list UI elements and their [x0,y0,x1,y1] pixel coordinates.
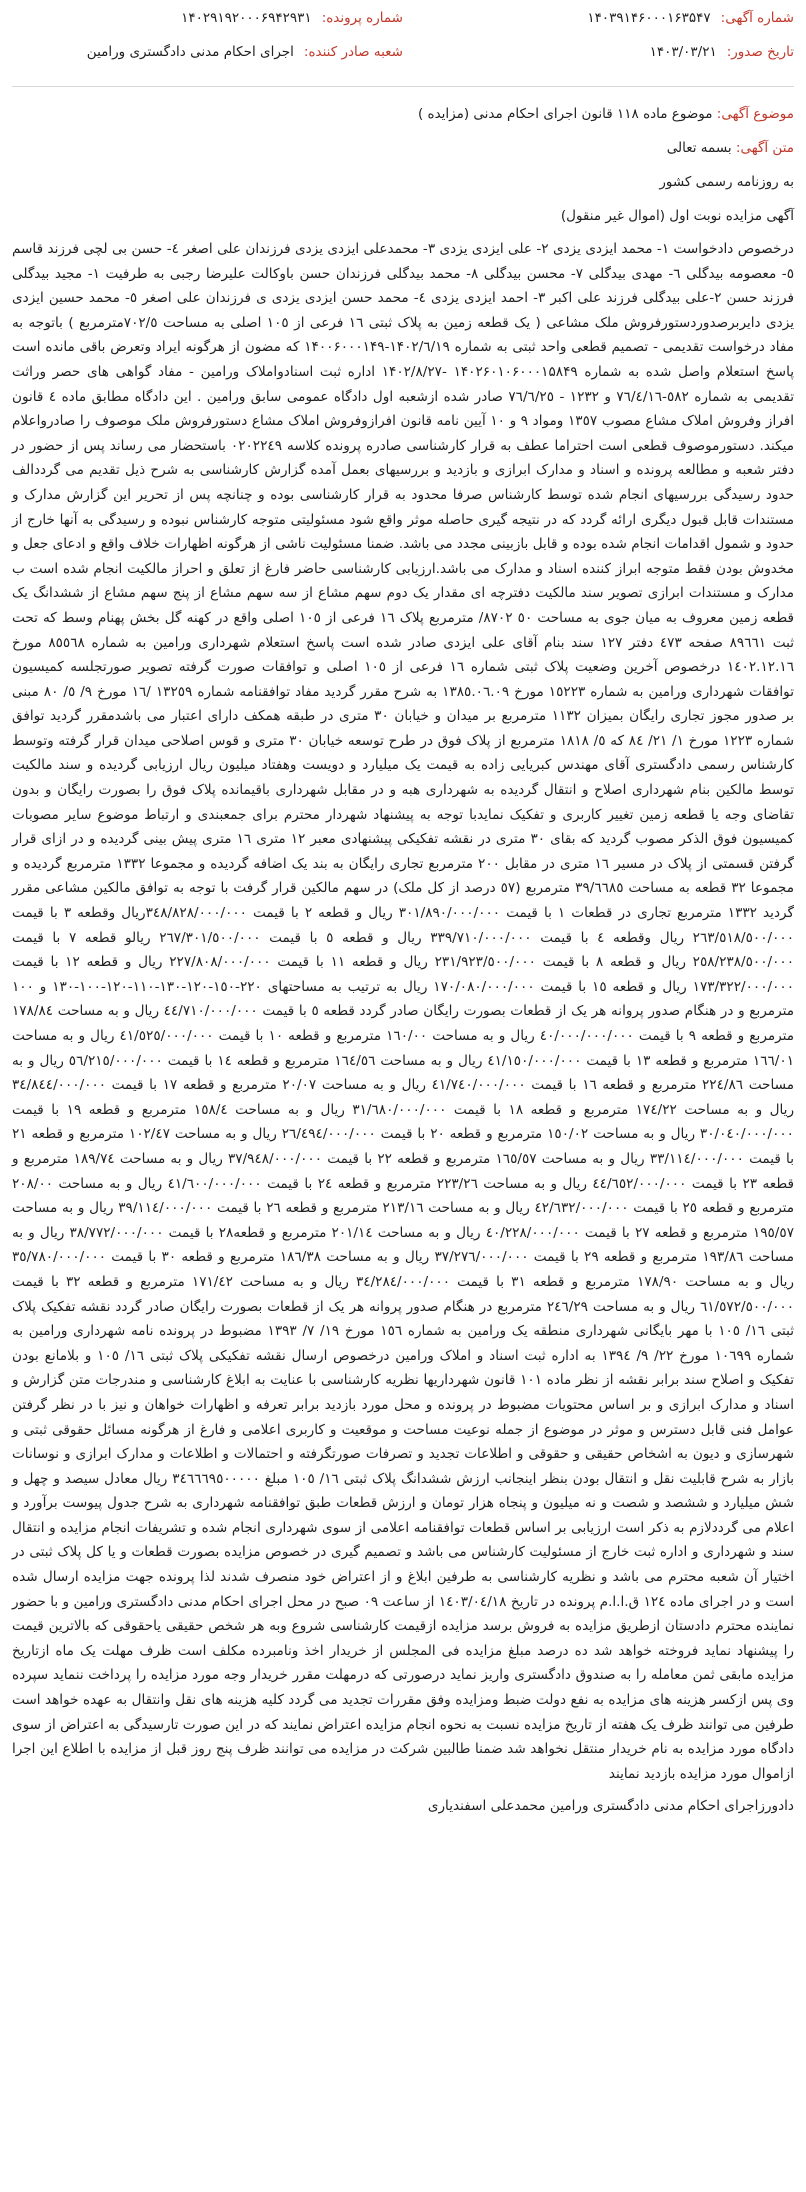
notice-number-label: شماره آگهی: [720,10,794,26]
notice-subject-value: موضوع ماده ۱۱۸ قانون اجرای احکام مدنی (مزایده ) [417,106,713,122]
issuing-branch [12,44,403,60]
notice-number [403,10,794,26]
notice-body-text [12,237,794,1819]
auction-title: آگهی مزایده نوبت اول (اموال غیر منقول) [560,208,794,224]
case-number-label: شماره پرونده: [321,10,403,26]
issue-date-value: ۱۴۰۳/۰۳/۲۱ [649,44,717,60]
paragraph-spacer [12,1786,794,1794]
case-number [12,10,403,26]
notice-paragraph: درخصوص دادخواست ۱- محمد ایزدی یزدی ۲- علی ایزدی یزدی ۳- محمدعلی ایزدی یزدی فرزندان علی اصغر ٤- حسن بی لچی فرزند قاسم ٥- معصومه بیدگلی ٦- مهدی بیدگلی ۷- محسن بیدگلی ۸- محمد بیدگلی فرزندان حسن باوکالت علیرضا رجبی به طرفیت ۱- مجید بیدگلی فرزند حسن ۲-علی بیدگلی فرزند علی اکبر ۳- احمد ایزدی یزدی ٤- محمد حسن ایزدی یزدی ی فرزندان علی اصغر ٥- محمد حسین ایزدی یزدی دایربرصدوردستورفروش ملک مشاعی ( یک قطعه زمین به پلاک ثبتی ۱٦ فرعی از ۱۰٥ اصلی به مساحت ۷۰۲/٥مترمربع ) باتوجه به مفاد درخواست تقدیمی - تصمیم قطعی واحد ثبتی به شماره ۱۴۰۲/٦/۱۹-۱۴۰۰۶۰۰۰۱۴۹ که مضون از هرگونه ایراد وتعرض باقی مانده است پاسخ استعلام واصل شده به شماره ۱۴۰۲۶۰۱۰۶۰۰۰۱۵۸۴۹ -۱۴۰۲/۸/۲۷ اداره ثبت اسنادواملاک ورامین - مفاد گواهی های حصر وراثت تقدیمی به شماره ٥٨٢-٧٦/٤/١٦ و ١٢٣٢ - ٧٦/٦/٢٥ صادر شده ازشعبه اول دادگاه عمومی سابق ورامین . این دادگاه مطابق ماده ٤ قانون افراز وفروش املاک مشاع مصوب ١٣٥٧ ومواد ٩ و ١٠ آیین نامه قانون افرازوفروش املاک مشاع دستورفروش ملک موصوف را صادرواعلام میکند. دستورموصوف قطعی است احتراما عطف به قرار کارشناسی صادره پرونده کلاسه ٠٢٠٢٢٤٩ باستحضار می رساند پس از حضور در دفتر شعبه و مطالعه پرونده و اسناد و مدارک ابرازی و بازدید و بررسیهای بعمل آمده گزارش کارشناسی به شرح ذیل تقدیم می گرددالف حدود رسیدگی بررسیهای انجام شده توسط کارشناس صرفا محدود به قرار کارشناسی بوده و چنانچه پس از تحریر این گزارش مدارک و مستندات قابل قبول دیگری ارائه گردد که در نتیجه گیری حاصله موثر واقع شود مسئولیتی متوجه کارشناس نبوده و رسیدگی به آنها خارج از حدود و شمول اقدامات انجام شده بوده و قابل بازبینی مجدد می باشد. ضمنا مسئولیت ناشی از هرگونه اظهارات خلاف واقع و ادعای جعل و مخدوش بودن فقط متوجه ابراز کننده اسناد و مدارک می باشد.ارزیابی کارشناسی حاضر فارغ از تعلق و احراز مالکیت انجام شده است ب مدارک و مستندات ابرازی تصویر سند مالکیت دفترچه ای مقدار یک دوم سهم مشاع از سه سهم مشاع از پنج سهم مشاع از ششدانگ یک قطعه زمین معروف به میان جوی به مساحت ٥٠ ٨٧٠٢/ مترمربع پلاک ١٦ فرعی از ١٠٥ اصلی واقع در کهنه گل بخش پهنام وسط که تحت ثبت ٨٩٦٦١ صفحه ٤٧٣ دفتر ١٢٧ سند بنام آقای علی ایزدی صادر شده است پاسخ استعلام شهرداری ورامین به شماره ٨٥٥٦٨ مورخ ١٤٠٢.١٢.١٦ درخصوص آخرین وضعیت پلاک ثبتی شماره ١٦ فرعی از ١٠٥ اصلی و توافقات صورت گرفته تصویر صورتجلسه کمیسیون توافقات شهرداری ورامین به شماره ١٥٢٢٣ مورخ ١٣٨٥.٠٦.٠٩ به شرح مقرر گردید مفاد توافقنامه شماره ١٣٢٥٩ /١٦ مورخ ٩/ ٥/ ٨٠ مبنی بر صدور مجوز تجاری رایگان بمیزان ١١٣٢ مترمربع بر میدان و خیابان ٣٠ متری در طبقه همکف دارای اعتبار می باشدمقرر گردید توافق شماره ١٢٢٣ مورخ ١/ ٢١/ ٨٤ که ٥/ ١٨١٨ مترمربع از پلاک فوق در طرح توسعه خیابان ٣٠ متری و قوس اصلاحی میدان قرار گرفته وتوسط کارشناس رسمی دادگستری آقای مهندس کبریایی زاده به قیمت یک میلیارد و دویست وهفتاد میلیون ریال ارزیابی گردیده و سند مالکیت توسط مالکین بنام شهرداری اصلاح و انتقال گردیده به شهرداری هبه و در مقابل شهرداری باقیمانده پلاک فوق را بصورت رایگان و بدون تقاضای وجه یا قطعه زمین تغییر کاربری و تفکیک نمایدبا توجه به پیشنهاد شهردار محترم برای جمعبندی و ارتباط موضوع سایر مصوبات کمیسیون فوق الذکر مصوب گردید که بقای ٣٠ متری در نقشه تفکیکی پیشنهادی معبر ١٢ متری ١٦ متری پیش بینی گردیده و در ازای قرار گرفتن قسمتی از پلاک در مسیر ١٦ متری در مقابل ٢٠٠ مترمربع تجاری رایگان به بند یک اضافه گردیده و مجموعا ١٣٣٢ مترمربع گردیده و مجموعا ٣٢ قطعه به مساحت ٣٩/٦٦٨٥ مترمربع (٥٧ درصد از کل ملک) در سهم مالکین قرار گرفت با توجه به توافق مالکین مشاعی مقرر گردید ١٣٣٢ مترمربع تجاری در قطعات ١ با قیمت ٣٠١/٨٩٠/٠٠٠/٠٠٠ ریال و قطعه ٢ با قیمت ٣٤٨/٨٢٨/٠٠٠/٠٠٠ریال وقطعه ٣ با قیمت ٢٦٣/٥١٨/٥٠٠/٠٠٠ ریال وقطعه ٤ با قیمت ٣٣٩/٧١٠/٠٠٠/٠٠٠ ریال و قطعه ٥ با قیمت ٢٦٧/٣٠١/٥٠٠/٠٠٠ ریالو قطعه ٧ با قیمت ٢٥٨/٢٣٨/٥٠٠/٠٠٠ ریال و قطعه ٨ با قیمت ٢٣١/٩٢٣/٥٠٠/٠٠٠ ریال و قطعه ١١ با قیمت ٢٢٧/٨٠٨/٠٠٠/٠٠٠ ریال و قطعه ١٢ با قیمت ١٧٣/٣٢٢/٠٠٠/٠٠٠ ریال و قطعه ١٥ با قیمت ١٧٠/٠٨٠/٠٠٠/٠٠٠ ریال به ترتیب به مساحتهای ٢٢٠-١٥٠-١٢٠-١٣٠-١١٠-١٢٠-١٠٠-١٣٠ و ١٠٠ مترمربع و در هنگام صدور پروانه هر یک از قطعات بصورت رایگان صادر گردد قطعه ٥ با قیمت ٤٤/٧١٠/٠٠٠/٠٠٠ ریال و به مساحت ١٧٨/٨٤ مترمربع و قطعه ٩ با قیمت ٤٠/٠٠٠/٠٠٠/٠٠٠ ریال و به مساحت ١٦٠/٠٠ مترمربع و قطعه ١٠ با قیمت ٤١/٥٢٥/٠٠٠/٠٠٠ ریال و به مساحت ١٦٦/٠١ مترمربع و قطعه ١٣ با قیمت ٤١/١٥٠/٠٠٠/٠٠٠ ریال و به مساحت ١٦٤/٥٦ مترمربع و قطعه ١٤ با قیمت ٥٦/٢١٥/٠٠٠/٠٠٠ ریال و به مساحت ٢٢٤/٨٦ مترمربع و قطعه ١٦ با قیمت ٤١/٧٤٠/٠٠٠/٠٠٠ ریال و به مساحت ٢٠/٠٧ مترمربع و قطعه ١٧ با قیمت ٣٤/٨٤٤/٠٠٠/٠٠٠ ریال و به مساحت ١٧٤/٢٢ مترمربع و قطعه ١٨ با قیمت ٣١/٦٨٠/٠٠٠/٠٠٠ ریال و به مساحت ١٥٨/٤ مترمربع و قطعه ١٩ با قیمت ٣٠/٠٤٠/٠٠٠/٠٠٠ ریال و به مساحت ١٥٠/٠٢ مترمربع و قطعه ٢٠ با قیمت ٢٦/٤٩٤/٠٠٠/٠٠٠ ریال و به مساحت ١٠٢/٤٧ مترمربع و قطعه ٢١ با قیمت ٣٣/١١٤/٠٠٠/٠٠٠ ریال و به مساحت ١٦٥/٥٧ مترمربع و قطعه ٢٢ با قیمت ٣٧/٩٤٨/٠٠٠/٠٠٠ ریال و به مساحت ١٨٩/٧٤ مترمربع و قطعه ٢٣ با قیمت ٤٤/٦٥٢/٠٠٠/٠٠٠ ریال و به مساحت ٢٢٣/٢٦ مترمربع و قطعه ٢٤ با قیمت ٤١/٦٠٠/٠٠٠/٠٠٠ ریال و به مساحت ٢٠٨/٠٠ مترمربع و قطعه ٢٥ با قیمت ٤٢/٦٣٢/٠٠٠/٠٠٠ ریال و به مساحت ٢١٣/١٦ مترمربع و قطعه ٢٦ با قیمت ٣٩/١١٤/٠٠٠/٠٠٠ ریال و به مساحت ١٩٥/٥٧ مترمربع و قطعه ٢٧ با قیمت ٤٠/٢٢٨/٠٠٠/٠٠٠ ریال و به مساحت ٢٠١/١٤ مترمربع و قطعه٢٨ با قیمت ٣٨/٧٧٢/٠٠٠/٠٠٠ ریال و به مساحت ١٩٣/٨٦ مترمربع و قطعه ٢٩ با قیمت ٣٧/٢٧٦/٠٠٠/٠٠٠ ریال و به مساحت ١٨٦/٣٨ مترمربع و قطعه ٣٠ با قیمت ٣٥/٧٨٠/٠٠٠/٠٠٠ ریال و به مساحت ١٧٨/٩٠ مترمربع و قطعه ٣١ با قیمت ٣٤/٢٨٤/٠٠٠/٠٠٠ ریال و به مساحت ١٧١/٤٢ مترمربع و قطعه ٣٢ با قیمت ٦١/٥٧٢/٥٠٠/٠٠٠ ریال و به مساحت ٢٤٦/٢٩ مترمربع در هنگام صدور پروانه هر یک از قطعات بصورت رایگان صادر گردد نقشه تفکیک پلاک ثبتی ١٦/ ١٠٥ با مهر بایگانی شهرداری منطقه یک ورامین به شماره ١٥٦ مورخ ١٩/ ٧/ ١٣٩٣ مضبوط در پرونده نامه شهرداری ورامین به شماره ١٠٦٩٩ مورخ ٢٢/ ٩/ ١٣٩٤ به اداره ثبت اسناد و املاک ورامین درخصوص ارسال نقشه تفکیکی پلاک ثبتی ١٦/ ١٠٥ و بلامانع بودن تفکیک و اصلاح سند برابر نقشه از نظر ماده ١٠١ قانون شهرداریها نظریه کارشناسی با عنایت به ابلاغ کارشناسی و مندرجات متن گزارش و اسناد و مدارک ابرازی و بر اساس محتویات مضبوط در پرونده و محل مورد بازدید برابر تعرفه و اظهارات خواهان و نیز با در نظر گرفتن عوامل فنی قابل دسترس و موثر در موضوع از جمله نوعیت مساحت و موقعیت و کاربری اعلامی و فارغ از هرگونه مسائل حقوقی ثبتی و شهرسازی و دیون به اشخاص حقیقی و حقوقی و اطلاعات تجدید و تصرفات صورتگرفته و احتمالات و اطلاعات و مدارک ابرازی و نوسانات بازار به شرح قابلیت نقل و انتقال بودن بنظر اینجانب ارزش ششدانگ پلاک ثبتی ١٦/ ١٠٥ مبلغ ٣٤٦٦٦٩٥٠٠٠٠٠ ریال معادل سیصد و چهل و شش میلیارد و ششصد و شصت و نه میلیون و پنجاه هزار تومان و ارزش قطعات طبق توافقنامه شهرداری به شرح جدول پیوست برآورد و اعلام می گرددلازم به ذکر است ارزیابی بر اساس قطعات توافقنامه اعلامی از سوی شهرداری انجام شده و تشریفات انجام مزایده و انتقال سند و شهرداری و اداره ثبت خارج از مسئولیت کارشناس می باشد و تصمیم گیری در خصوص مزایده بصورت قطعات و یا کل پلاک ثبتی در اختیار آن شعبه محترم می باشد و نظریه کارشناسی به طرفین ابلاغ و از اعتراض خود منصرف شدند لذا پرونده جهت مزایده ارسال شده است و در اجرای ماده ١٢٤ ق.ا.ا.م پرونده در تاریخ ١٤٠٣/٠٤/١٨ از ساعت ٠٩ صبح در محل اجرای احکام مدنی دادگستری ورامین و با حضور نماینده محترم دادستان ازطریق مزایده به فروش برسد مزایده ازقیمت کارشناسی شروع وبه هر شخص حقیقی یاحقوقی که بالاترین قیمت را پیشنهاد نماید فروخته خواهد شد ده درصد مبلغ مزایده فی المجلس از خریدار اخذ ونامبرده مکلف است ظرف مهلت یک ماه ازتاریخ مزایده مابقی ثمن معامله را به صندوق دادگستری واریز نماید درصورتی که درمهلت مقرر خریدار وجه مورد مزایده را پرداخت ننماید سپرده وی پس ازکسر هزینه های مزایده به نفع دولت ضبط ومزایده وفق مقررات تجدید می گردد کلیه هزینه های نقل وانتقال به عهده خواهد است طرفین می توانند ظرف یک هفته از تاریخ مزایده نسبت به نحوه انجام مزایده اعتراض نمایند که در این صورت تارسیدگی به اعتراض از سوی دادگاه مورد مزایده به نام خریدار منتقل نخواهد شد ضمنا طالبین شرکت در مزایده می توانند ظرف پنج روز قبل از مزایده با اطلاع این اجرا ازاموال مورد مزایده بازدید نمایند [12,241,795,1782]
case-number-value: ۱۴۰۲۹۱۹۲۰۰۰۶۹۴۲۹۳۱ [181,10,312,26]
notice-header [12,10,794,87]
header-row-1 [12,10,794,44]
notice-number-value: ۱۴۰۳۹۱۴۶۰۰۰۱۶۳۵۴۷ [587,10,711,26]
issuing-branch-value: اجرای احکام مدنی دادگستری ورامین [86,44,294,60]
notice-body-opening: بسمه تعالی [666,140,732,156]
issue-date-label: تاریخ صدور: [726,44,794,60]
signature-line: دادورزاجرای احکام مدنی دادگستری ورامین محمدعلی اسفندیاری [427,1798,794,1815]
issue-date [403,44,794,60]
header-row-2 [12,44,794,78]
issuing-branch-label: شعبه صادر کننده: [303,44,403,60]
notice-subject-label: موضوع آگهی: [716,106,794,122]
gazette-line: به روزنامه رسمی کشور [659,174,794,190]
notice-subject [12,101,794,127]
notice-body-label: متن آگهی: [735,140,794,156]
notice-body-heading [12,135,794,161]
